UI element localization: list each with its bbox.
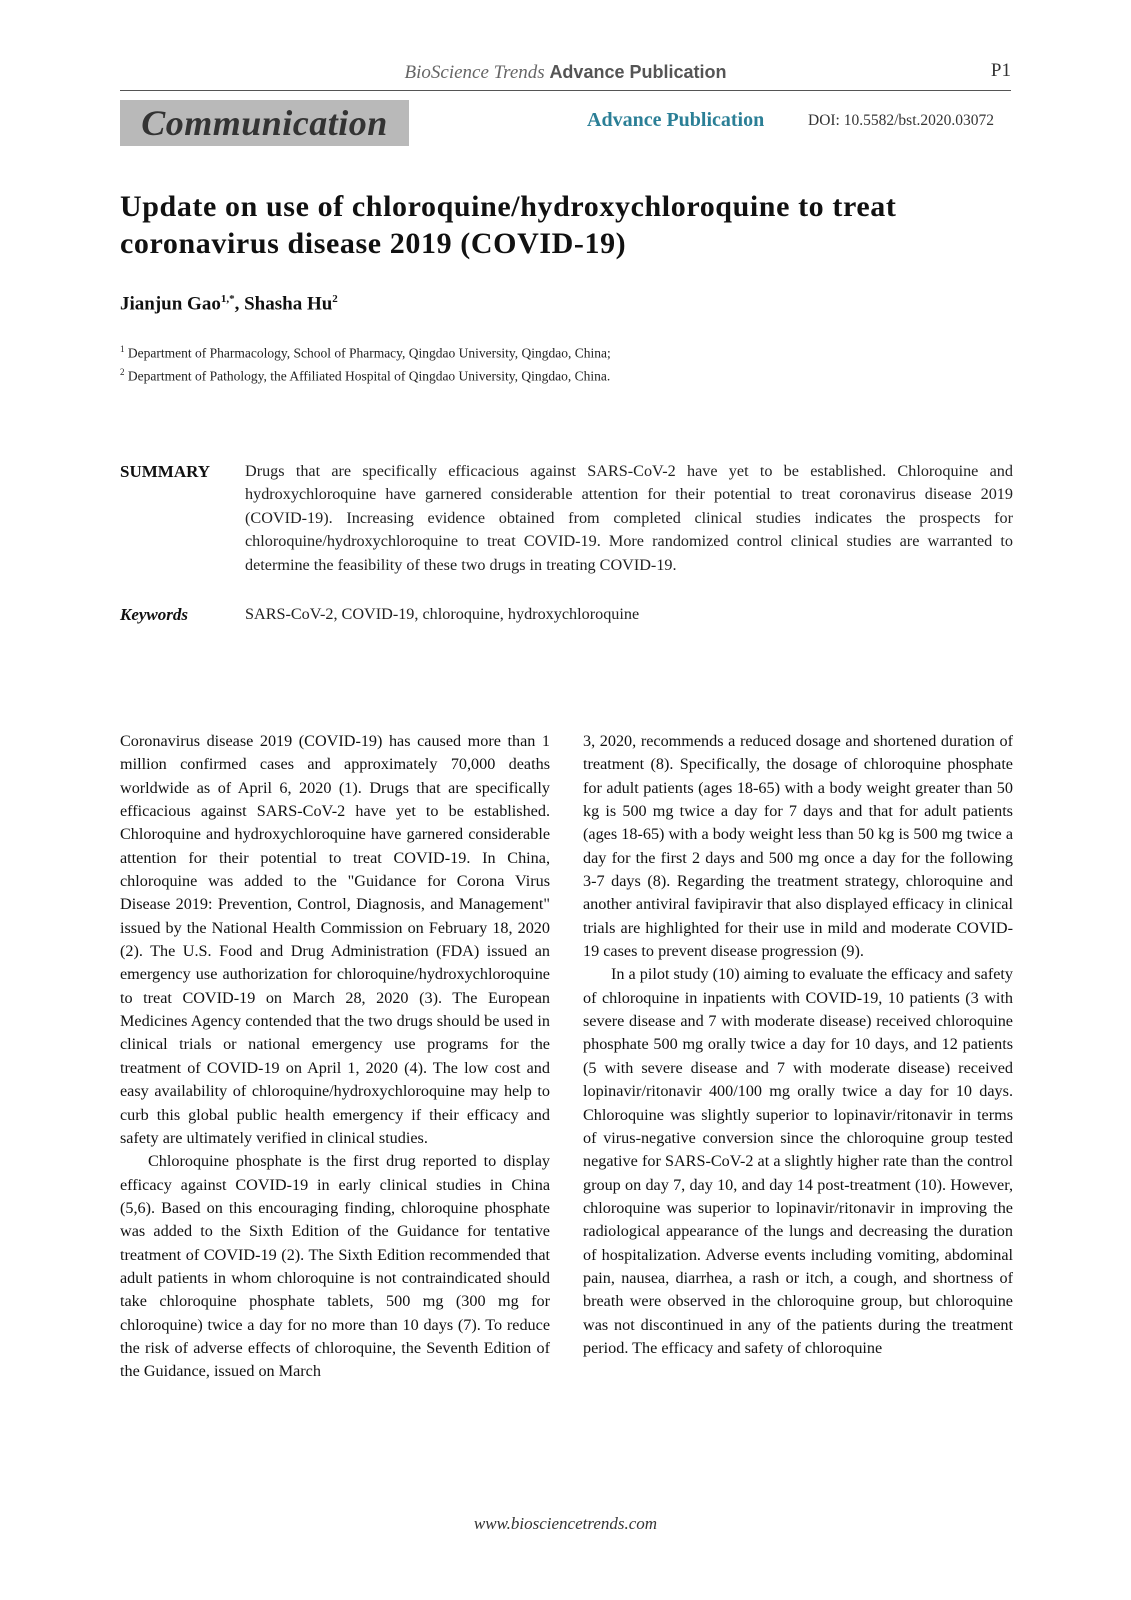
doi[interactable]: DOI: 10.5582/bst.2020.03072 — [808, 112, 994, 129]
body-column-right — [583, 730, 1013, 1360]
journal-status: Advance Publication — [549, 62, 727, 82]
affiliation-item — [120, 363, 611, 386]
body-paragraph: Chloroquine phosphate is the first drug reported to display efficacy against COVID-19 in early clinical studies in China (5,6). Based on this encouraging finding, chloroquine phosphate was added to the Sixth Edition of the Guidance for tentative treatment of COVID-19 (2). The Sixth Edition recommended that adult patients in whom chloroquine is not contraindicated should take chloroquine phosphate tablets, 500 mg (300 mg for chloroquine) twice a day for no more than 10 days (7). To reduce the risk of adverse effects of chloroquine, the Seventh Edition of the Guidance, issued on March — [120, 1152, 550, 1381]
keywords-label: Keywords — [120, 605, 188, 624]
body-column-left — [120, 730, 550, 1384]
running-header-title — [120, 62, 1011, 84]
summary-label: SUMMARY — [120, 462, 211, 481]
body-paragraph: Coronavirus disease 2019 (COVID-19) has caused more than 1 million confirmed cases and approximately 70,000 deaths worldwide as of April 6, 2020 (1). Drugs that are specifically efficacious against SARS-CoV-2 have yet to be established. Chloroquine and hydroxychloroquine have garnered considerable attention for their potential to treat COVID-19. In China, chloroquine was added to the "Guidance for Corona Virus Disease 2019: Prevention, Control, Diagnosis, and Management" issued by the National Health Commission on February 18, 2020 (2). The U.S. Food and Drug Administration (FDA) issued an emergency use authorization for chloroquine/hydroxychloroquine to treat COVID-19 on March 28, 2020 (3). The European Medicines Agency contended that the two drugs should be used in clinical trials or national emergency use programs for the treatment of COVID-19 on April 1, 2020 (4). The low cost and easy availability of chloroquine/hydroxychloroquine may help to curb this global public health emergency if their efficacy and safety are ultimately verified in clinical studies. — [120, 732, 550, 1147]
running-header — [120, 58, 1011, 91]
author-name[interactable]: Shasha Hu — [244, 293, 333, 315]
body-paragraph: 3, 2020, recommends a reduced dosage and shortened duration of treatment (8). Specifically, the dosage of chloroquine phosphate for adult patients (ages 18-65) with a body weight greater than 50 kg is 500 mg twice a day for 7 days and that for adult patients (ages 18-65) with a body weight less than 50 kg is 500 mg twice a day for the first 2 days and 500 mg once a day for the following 3-7 days (8). Regarding the treatment strategy, chloroquine and another antiviral favipiravir that also displayed efficacy in clinical trials are highlighted for their use in mild and moderate COVID-19 cases to prevent disease progression (9). — [583, 732, 1013, 961]
footer-website-link[interactable]: www.biosciencetrends.com — [473, 1514, 658, 1533]
author-affiliation-marker: 1,* — [220, 293, 235, 305]
affiliation-text: Department of Pathology, the Affiliated Hospital of Qingdao University, Qingdao, China. — [127, 368, 611, 383]
affiliation-number: 1 — [120, 344, 125, 354]
author-list — [120, 293, 338, 315]
body-paragraph: In a pilot study (10) aiming to evaluate the efficacy and safety of chloroquine in inpatients with COVID-19, 10 patients (3 with severe disease and 7 with moderate disease) received chloroquine phosphate 500 mg orally twice a day for 10 days, and 12 patients (5 with severe disease and 7 with moderate disease) received lopinavir/ritonavir 400/100 mg orally twice a day for 10 days. Chloroquine was slightly superior to lopinavir/ritonavir in terms of virus-negative conversion since the chloroquine group tested negative for SARS-CoV-2 at a slightly higher rate than the control group on day 7, day 10, and day 14 post-treatment (10). However, chloroquine was superior to lopinavir/ritonavir in improving the radiological appearance of the lungs and decreasing the duration of hospitalization. Adverse events including vomiting, abdominal pain, nausea, diarrhea, a rash or itch, a cough, and shortness of breath were observed in the chloroquine group, but chloroquine was not discontinued in any of the patients during the treatment period. The efficacy and safety of chloroquine — [583, 965, 1013, 1357]
article-title: Update on use of chloroquine/hydroxychloroquine to treat coronavirus disease 2019 (COVID-19) — [120, 190, 897, 260]
affiliation-number: 2 — [120, 366, 125, 377]
author-name[interactable]: Jianjun Gao — [120, 293, 221, 315]
page-number: P1 — [990, 60, 1011, 81]
author-separator: , — [234, 293, 245, 315]
article-type-label: Communication — [120, 100, 409, 146]
journal-name: BioScience Trends — [404, 62, 545, 83]
affiliations — [120, 340, 611, 385]
summary-text: Drugs that are specifically efficacious against SARS-CoV-2 have yet to be established. Chloroquine and hydroxychloroquine have garnered considerable attention for their potential to treat coronavirus disease 2019 (COVID-19). Increasing evidence obtained from completed clinical studies indicates the prospects for chloroquine/hydroxychloroquine to treat COVID-19. More randomized control clinical studies are warranted to determine the feasibility of these two drugs in treating COVID-19. — [245, 462, 1013, 574]
keywords-text: SARS-CoV-2, COVID-19, chloroquine, hydroxychloroquine — [245, 605, 640, 623]
author-affiliation-marker: 2 — [332, 293, 338, 305]
affiliation-text: Department of Pharmacology, School of Pharmacy, Qingdao University, Qingdao, China; — [127, 345, 611, 361]
affiliation-item — [120, 340, 611, 363]
advance-publication-label: Advance Publication — [587, 109, 765, 131]
